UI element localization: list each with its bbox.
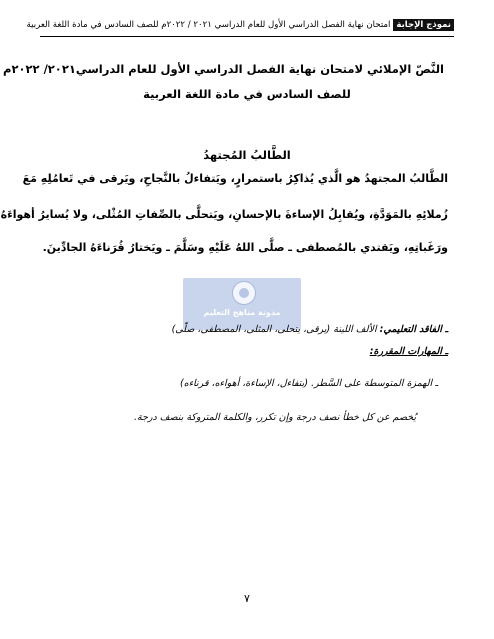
watermark-text: مدونة مناهج التعليم [203,308,281,317]
watermark-seal-icon [232,281,256,305]
blog-watermark [183,278,301,330]
answer-key-badge: نموذج الإجابة [393,19,454,31]
learning-loss-label: ـ الفاقد التعليمي: [379,324,448,335]
skills-label: ـ المهارات المقررة: [369,346,448,357]
header-divider [40,36,454,37]
skill-item-1 [46,378,438,389]
grading-rule: يُخصم عن كل خطأ نصف درجة وإن تكرر، والكلمة المتروكة بنصف درجة. [133,412,416,423]
skill-1-examples: (يتفاءل، الإساءة، أهواءه، قرناءه) [180,378,309,389]
learning-loss-note [46,324,448,335]
page-number: ٧ [244,592,250,605]
page-header [26,17,454,33]
passage-line-3: ورَغَباتِهِ، ويَقتدي بالمُصطفى ـ صلَّى اللهُ عَلَيْهِ وسَلَّمَ ـ ويَختارُ قُرَناءَهُ الجادِّينَ. [42,241,448,254]
passage-line-2: زُملائِهِ بالمَوَدَّةِ، ويُقابِلُ الإساءةَ بالإحسانِ، ويَتحلَّى بالصِّفاتِ المُثْلى، ولا يُسايرُ أهواءَهُ [0,208,448,221]
skills-heading [46,346,448,357]
exam-subtitle: للصف السادس في مادة اللغة العربية [143,87,351,101]
learning-loss-value: الألف اللينة [333,324,377,335]
passage-line-1: الطَّالبُ المجتهدُ هو الَّذي يُذاكِرُ باستمرارٍ، ويَتفاءلُ بالنَّجاحِ، ويَرقى في تَعامُلِهِ مَعَ [22,172,448,185]
skill-1-text: ـ الهمزة المتوسطة على السَّطر. [311,378,438,389]
learning-loss-examples: (يرقى، يتحلى، المثلى، المصطفى، صلّى) [171,324,331,335]
header-title: امتحان نهاية الفصل الدراسي الأول للعام الدراسي ٢٠٢١ / ٢٠٢٢م للصف السادس في مادة اللغة العربية [26,20,391,30]
passage-title: الطَّالبُ المُجتهدُ [203,148,291,162]
exam-title: النَّصّ الإملائي لامتحان نهاية الفصل الدراسي الأول للعام الدراسي٢٠٢١/ ٢٠٢٢م [3,62,444,76]
